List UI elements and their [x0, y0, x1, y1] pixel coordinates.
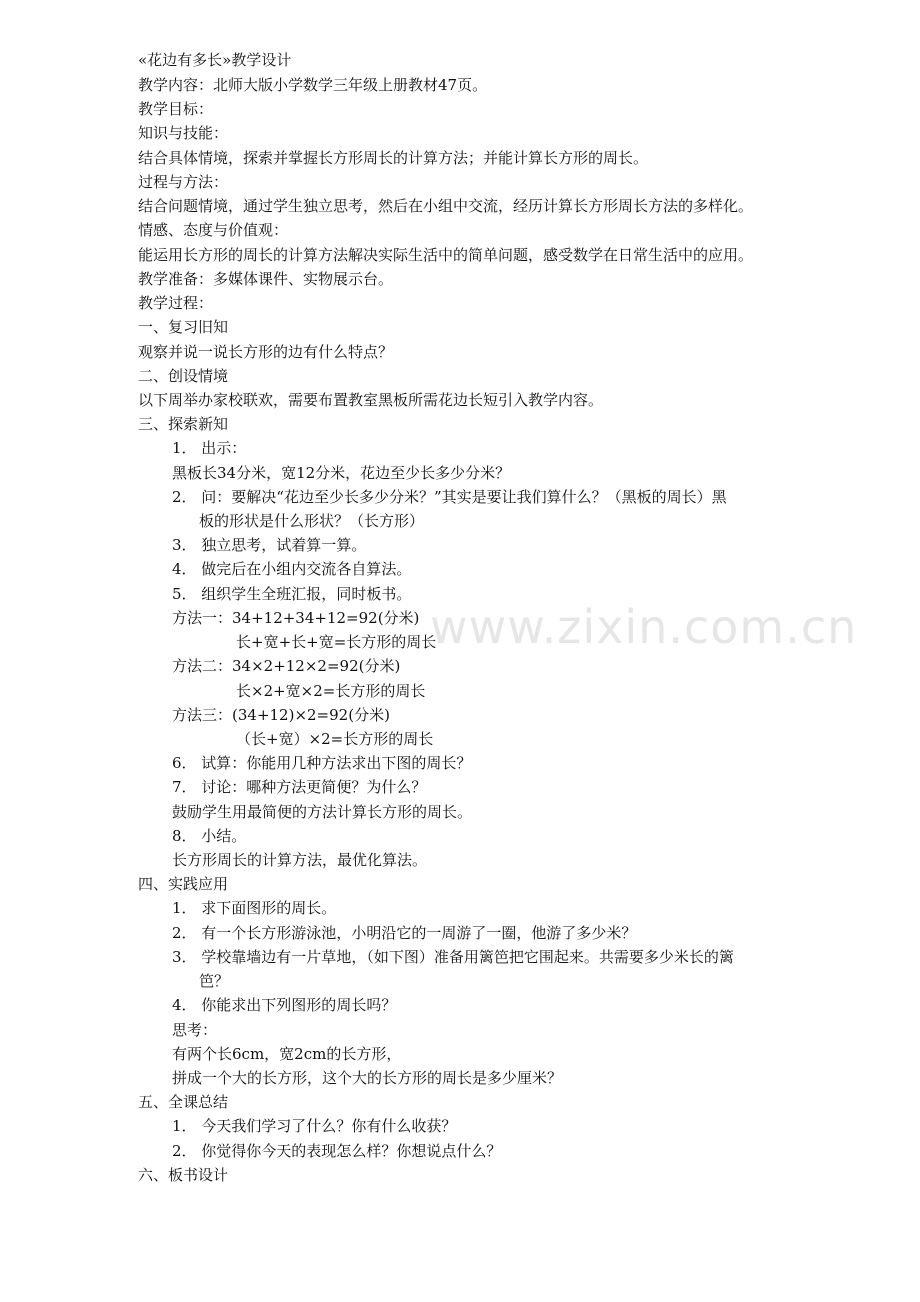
section-scenario-text: 以下周举办家校联欢，需要布置教室黑板所需花边长短引入教学内容。 — [138, 391, 604, 409]
think-text-1: 有两个长6cm，宽2cm的长方形， — [172, 1045, 402, 1063]
section-board-heading: 六、板书设计 — [138, 1166, 229, 1184]
doc-title: «花边有多长»教学设计 — [138, 51, 292, 69]
method-2-formula: 方法二：34×2+12×2=92(分米) — [172, 657, 401, 675]
method-3-words: （长+宽）×2=长方形的周长 — [236, 730, 434, 748]
explore-item-1: 1． 出示： — [172, 439, 247, 457]
explore-item-7-text: 鼓励学生用最简便的方法计算长方形的周长。 — [172, 803, 473, 821]
teaching-prep: 教学准备：多媒体课件、实物展示台。 — [138, 270, 394, 288]
section-scenario-heading: 二、创设情境 — [138, 367, 229, 385]
section-explore-heading: 三、探索新知 — [138, 415, 229, 433]
explore-item-3: 3． 独立思考，试着算一算。 — [172, 536, 367, 554]
section-summary-heading: 五、全课总结 — [138, 1093, 229, 1111]
practice-item-3: 3． 学校靠墙边有一片草地，（如下图）准备用篱笆把它围起来。共需要多少米长的篱 — [172, 948, 734, 966]
explore-item-5: 5． 组织学生全班汇报，同时板书。 — [172, 585, 412, 603]
method-3-formula: 方法三：(34+12)×2=92(分米) — [172, 706, 390, 724]
section-review-text: 观察并说一说长方形的边有什么特点？ — [138, 343, 394, 361]
explore-item-8-text: 长方形周长的计算方法，最优化算法。 — [172, 851, 428, 869]
knowledge-heading: 知识与技能： — [138, 124, 229, 142]
teaching-content: 教学内容：北师大版小学数学三年级上册教材47页。 — [138, 76, 488, 94]
explore-item-2: 2． 问：要解决“花边至少长多少分米？”其实是要让我们算什么？（黑板的周长）黑 — [172, 488, 727, 506]
practice-item-1: 1． 求下面图形的周长。 — [172, 899, 337, 917]
summary-item-2: 2． 你觉得你今天的表现怎么样？你想说点什么？ — [172, 1142, 502, 1160]
emotion-text: 能运用长方形的周长的计算方法解决实际生活中的简单问题，感受数学在日常生活中的应用。 — [138, 246, 754, 264]
method-2-words: 长×2+宽×2=长方形的周长 — [236, 682, 426, 700]
practice-item-4: 4． 你能求出下列图形的周长吗？ — [172, 996, 397, 1014]
method-1-words: 长+宽+长+宽=长方形的周长 — [236, 633, 437, 651]
practice-item-2: 2． 有一个长方形游泳池，小明沿它的一周游了一圈，他游了多少米？ — [172, 924, 637, 942]
practice-item-3-cont: 笆？ — [199, 972, 230, 990]
explore-item-8: 8． 小结。 — [172, 827, 247, 845]
explore-item-1-text: 黑板长34分米，宽12分米，花边至少长多少分米？ — [172, 464, 511, 482]
think-text-2: 拼成一个大的长方形，这个大的长方形的周长是多少厘米？ — [172, 1069, 563, 1087]
think-label: 思考： — [172, 1021, 218, 1039]
summary-item-1: 1． 今天我们学习了什么？你有什么收获？ — [172, 1117, 457, 1135]
method-1-formula: 方法一：34+12+34+12=92(分米) — [172, 609, 420, 627]
section-review-heading: 一、复习旧知 — [138, 318, 229, 336]
explore-item-6: 6． 试算：你能用几种方法求出下图的周长？ — [172, 754, 472, 772]
process-text: 结合问题情境，通过学生独立思考，然后在小组中交流，经历计算长方形周长方法的多样化。 — [138, 197, 754, 215]
process-title: 教学过程： — [138, 294, 214, 312]
explore-item-4: 4． 做完后在小组内交流各自算法。 — [172, 560, 412, 578]
explore-item-7: 7． 讨论：哪种方法更简便？为什么？ — [172, 778, 427, 796]
watermark: www.zixin.com.cn — [430, 600, 858, 654]
knowledge-text: 结合具体情境，探索并掌握长方形周长的计算方法；并能计算长方形的周长。 — [138, 149, 649, 167]
emotion-heading: 情感、态度与价值观： — [138, 221, 289, 239]
goals-heading: 教学目标： — [138, 100, 214, 118]
section-practice-heading: 四、实践应用 — [138, 875, 229, 893]
explore-item-2-cont: 板的形状是什么形状？（长方形） — [199, 512, 425, 530]
process-heading: 过程与方法： — [138, 173, 229, 191]
